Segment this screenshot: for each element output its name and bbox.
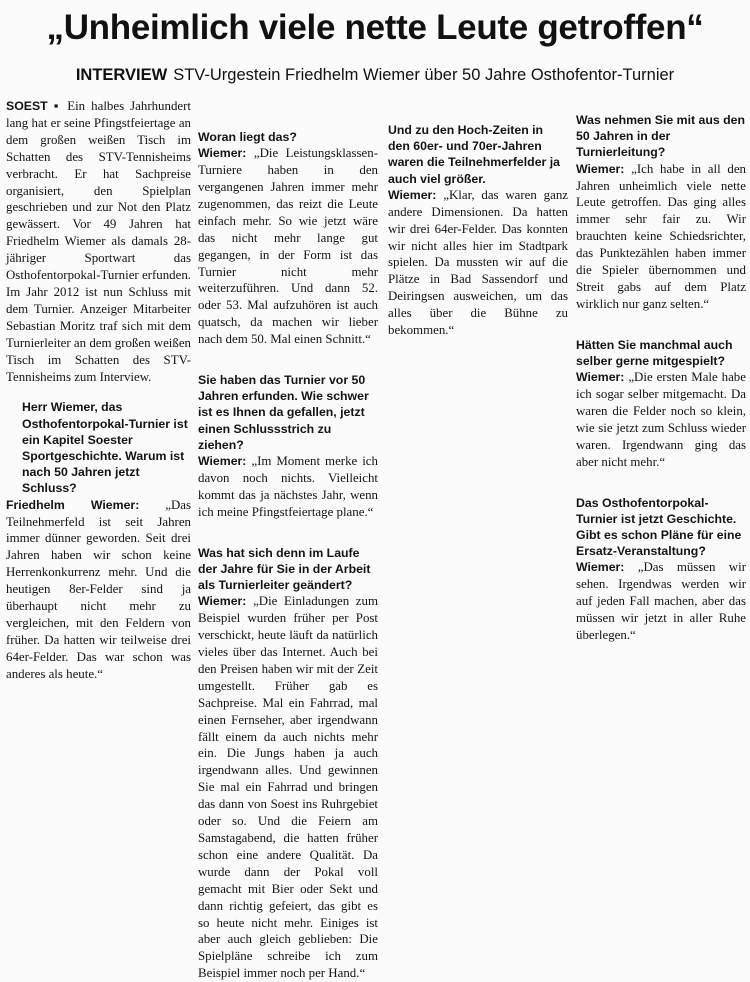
speaker-label: Wiemer: [388, 187, 437, 202]
speaker-label: Friedhelm Wiemer: [6, 497, 140, 512]
intro-text: ▪ Ein halbes Jahrhundert lang hat er seine Pfingstfeiertage an dem großen weißen Tisch im Schatten des STV-Tennisheims verbracht. Er hat Sachpreise organisiert, den Spielplan geschrieben und zur Not den Platz gewässert. Vor 49 Jahren hat Friedhelm Wiemer als damals 28-jähriger Sportwart das Osthofentorpokal-Turnier erfunden. Im Jahr 2012 ist nun Schluss mit dem Turnier. Anzeiger Mitarbeiter Sebastian Moritz traf sich mit dem Turnierleiter an dem großen weißen Tisch im Schatten des STV-Tennisheims zum Interview. [6, 99, 191, 384]
kicker: INTERVIEW [75, 66, 168, 84]
question-3: Sie haben das Turnier vor 50 Jahren erfunden. Wie schwer ist es Ihnen da gefallen, jetzt einen Schlussstrich zu ziehen? [198, 373, 369, 452]
question-1: Herr Wiemer, das Osthofentorpokal-Turnier ist ein Kapitel Soester Sportgeschichte. Warum ist nach 50 Jahren jetzt Schluss? [22, 400, 188, 496]
column-2-spacer [198, 98, 378, 115]
answer-4-text: „Die Einladungen zum Beispiel wurden früher per Post verschickt, heute läuft da natürlich vieles über das Internet. Auch bei den Preisen haben wir mit der Zeit umgestellt. Früher gab es Sachpreise. Mal ein Fahrrad, mal einen Fernseher, aber irgendwann fällt einem da auch nichts mehr ein. Die Jungs haben ja auch irgendwann alles. Und gewinnen Sie mal ein Fahrrad und bringen das dann von Soest ins Ruhrgebiet oder so. Und die Feiern am Samstagabend, die hatten früher schon eine andere Qualität. Da wurde dann der Pokal voll gemacht mit Bier oder Sekt und dann richtig gefeiert, das gibt es so heute nicht mehr. Einiges ist aber auch gleich geblieben: Die Spielpläne schreibe ich zum Beispiel immer noch per Hand.“ [198, 594, 378, 981]
speaker-label: Wiemer: [198, 146, 247, 161]
answer-6-text: „Ich habe in all den Jahren unheimlich viele nette Leute getroffen. Das ging alles immer sehr fair zu. Wir brauchten keine Schiedsrichter, das Punktezählen haben immer die Spieler übernommen und Streit gabs auf dem Platz wirklich nur ganz selten.“ [576, 161, 746, 311]
answer-1-text: „Das Teilnehmerfeld ist seit Jahren immer dünner geworden. Seit drei Jahren haben wir schon keine Herrenkonkurrenz mehr. Und die heutigen 8er-Felder sind ja überhaupt nicht mehr zu vergleichen, mit den Feldern von früher. Da hatten wir teilweise drei 64er-Felder. Das war schon was anderes als heute.“ [6, 497, 191, 681]
article-column-3 [388, 98, 568, 631]
answer-3-text: „Im Moment merke ich davon noch nichts. Vielleicht kommt das ja nächstes Jahr, wenn ich meine Pfingstfeiertage plane.“ [198, 454, 378, 519]
answer-3 [198, 453, 378, 521]
intro-paragraph [6, 98, 191, 385]
speaker-label: Wiemer: [198, 594, 247, 609]
answer-7-text: „Die ersten Male habe ich sogar selber mitgemacht. Da waren die Felder noch so klein, wie sie jetzt zum Schluss wieder waren. Irgendwann ging das aber nicht mehr.“ [576, 370, 746, 469]
answer-1 [6, 497, 191, 683]
article-column-4 [576, 98, 746, 643]
headline: „Unheimlich viele nette Leute getroffen“ [46, 8, 704, 47]
question-5: Und zu den Hoch-Zeiten in den 60er- und 70er-Jahren waren die Teilnehmerfelder ja auch viel größer. [388, 123, 560, 186]
answer-2 [198, 145, 378, 348]
answer-4 [198, 593, 378, 982]
article-column-2 [198, 98, 378, 981]
answer-5 [388, 187, 568, 339]
question-4: Was hat sich denn im Laufe der Jahre für Sie in der Arbeit als Turnierleiter geändert? [198, 545, 371, 593]
answer-5-text: „Klar, das waren ganz andere Dimensionen. Da hatten wir drei 64er-Felder. Das konnten wir nicht alles hier im Stadtpark spielen. Da mussten wir auf die Plätze in Bad Sassendorf und Deiringsen ausweichen, um das alles über die Bühne zu bekommen.“ [388, 187, 568, 338]
speaker-label: Wiemer: [576, 161, 625, 176]
question-7: Hätten Sie manchmal auch selber gerne mitgespielt? [576, 337, 733, 368]
question-6: Was nehmen Sie mit aus den 50 Jahren in der Turnierleitung? [576, 113, 746, 160]
article-column-1 [6, 98, 191, 681]
answer-8-text: „Das müssen wir sehen. Irgendwas werden wir auf jeden Fall machen, aber das müssen wir jetzt in aller Ruhe überlegen.“ [576, 560, 746, 643]
speaker-label: Wiemer: [576, 560, 625, 575]
question-2: Woran liegt das? [198, 130, 297, 144]
answer-8 [576, 559, 746, 644]
dateline: SOEST [6, 99, 48, 113]
question-8: Das Osthofentorpokal-Turnier ist jetzt Geschichte. Gibt es schon Pläne für eine Ersatz-Veranstaltung? [576, 495, 742, 559]
answer-7 [576, 369, 746, 470]
speaker-label: Wiemer: [198, 454, 247, 469]
answer-6 [576, 161, 746, 313]
subline [0, 64, 750, 86]
subline-text: STV-Urgestein Friedhelm Wiemer über 50 Jahre Osthofentor-Turnier [173, 66, 675, 84]
speaker-label: Wiemer: [576, 370, 625, 385]
answer-2-text: „Die Leistungsklassen-Turniere haben in den vergangenen Jahren immer mehr zugenommen, das reizt die Leute einfach mehr. So wie jetzt wäre das nicht mehr lange gut gegangen, in der Form ist das Turnier nicht mehr weiterzuführen. Und dann 52. oder 53. Mal aufzuhören ist auch quatsch, da machen wir lieber nach dem 50. Mal einen Schnitt.“ [198, 146, 378, 347]
